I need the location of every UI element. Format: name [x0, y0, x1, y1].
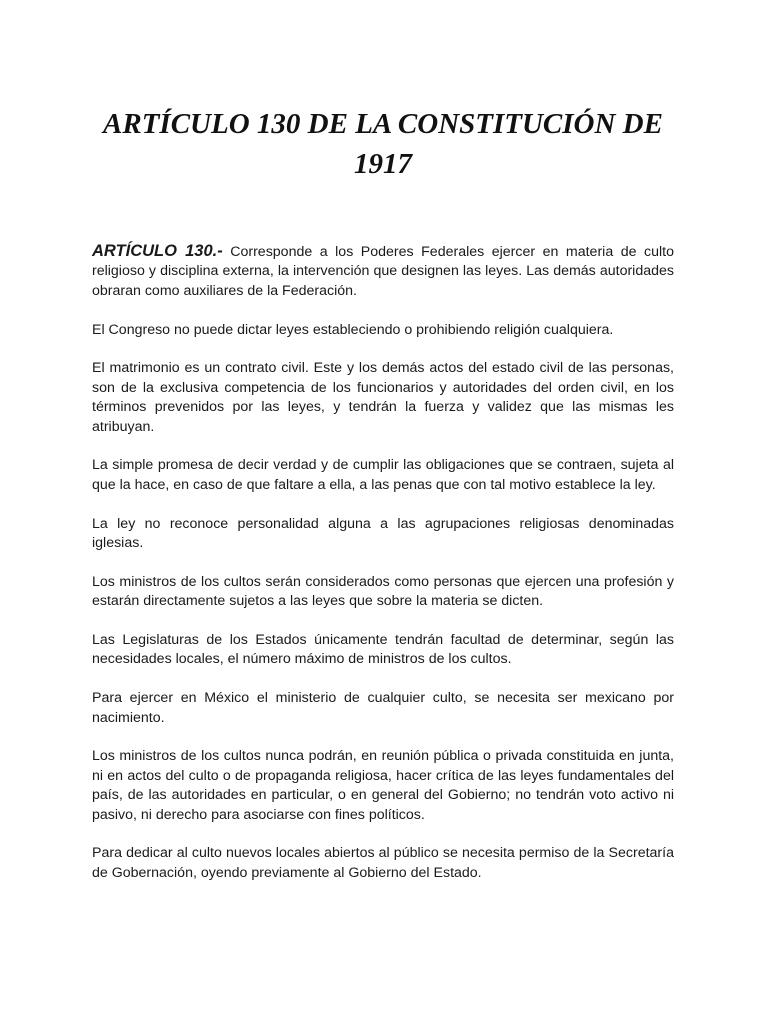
paragraph-3: El matrimonio es un contrato civil. Este y los demás actos del estado civil de las personas, son de la exclusiva competencia de los funcionarios y autoridades del orden civil, en los términos prevenidos por las leyes, y tendrán la fuerza y validez que las mismas les atribuyan.: [92, 360, 674, 435]
paragraph-5: La ley no reconoce personalidad alguna a las agrupaciones religiosas denominadas iglesias.: [92, 515, 674, 552]
paragraph-text: Corresponde a los Poderes Federales ejercer en materia de culto religioso y disciplina externa, la intervención que designen las leyes. Las demás autoridades obraran como auxiliares de la Federación.: [92, 244, 674, 299]
document-title: ARTÍCULO 130 DE LA CONSTITUCIÓN DE 1917: [103, 108, 663, 180]
paragraph-9: Los ministros de los cultos nunca podrán, en reunión pública o privada constituida en junta, ni en actos del culto o de propaganda religiosa, hacer crítica de las leyes fundamentales del país, de las autoridades en particular, o en general del Gobierno; no tendrán voto activo ni pasivo, ni derecho para asociarse con fines políticos.: [92, 748, 674, 823]
paragraph-8: Para ejercer en México el ministerio de cualquier culto, se necesita ser mexicano por nacimiento.: [92, 690, 674, 726]
paragraph-7: Las Legislaturas de los Estados únicamente tendrán facultad de determinar, según las necesidades locales, el número máximo de ministros de los cultos.: [92, 632, 674, 668]
document-body: [92, 242, 674, 883]
paragraph-4: La simple promesa de decir verdad y de cumplir las obligaciones que se contraen, sujeta al que la hace, en caso de que faltare a ella, a las penas que con tal motivo establece la ley.: [92, 457, 674, 493]
paragraph-1: [92, 242, 674, 301]
paragraph-6: Los ministros de los cultos serán considerados como personas que ejercen una profesión y estarán directamente sujetos a las leyes que sobre la materia se dicten.: [92, 573, 674, 610]
article-label: ARTÍCULO 130.-: [92, 242, 223, 260]
paragraph-10: Para dedicar al culto nuevos locales abiertos al público se necesita permiso de la Secretaría de Gobernación, oyendo previamente al Gobierno del Estado.: [92, 845, 674, 881]
paragraph-2: El Congreso no puede dictar leyes estableciendo o prohibiendo religión cualquiera.: [92, 321, 614, 338]
